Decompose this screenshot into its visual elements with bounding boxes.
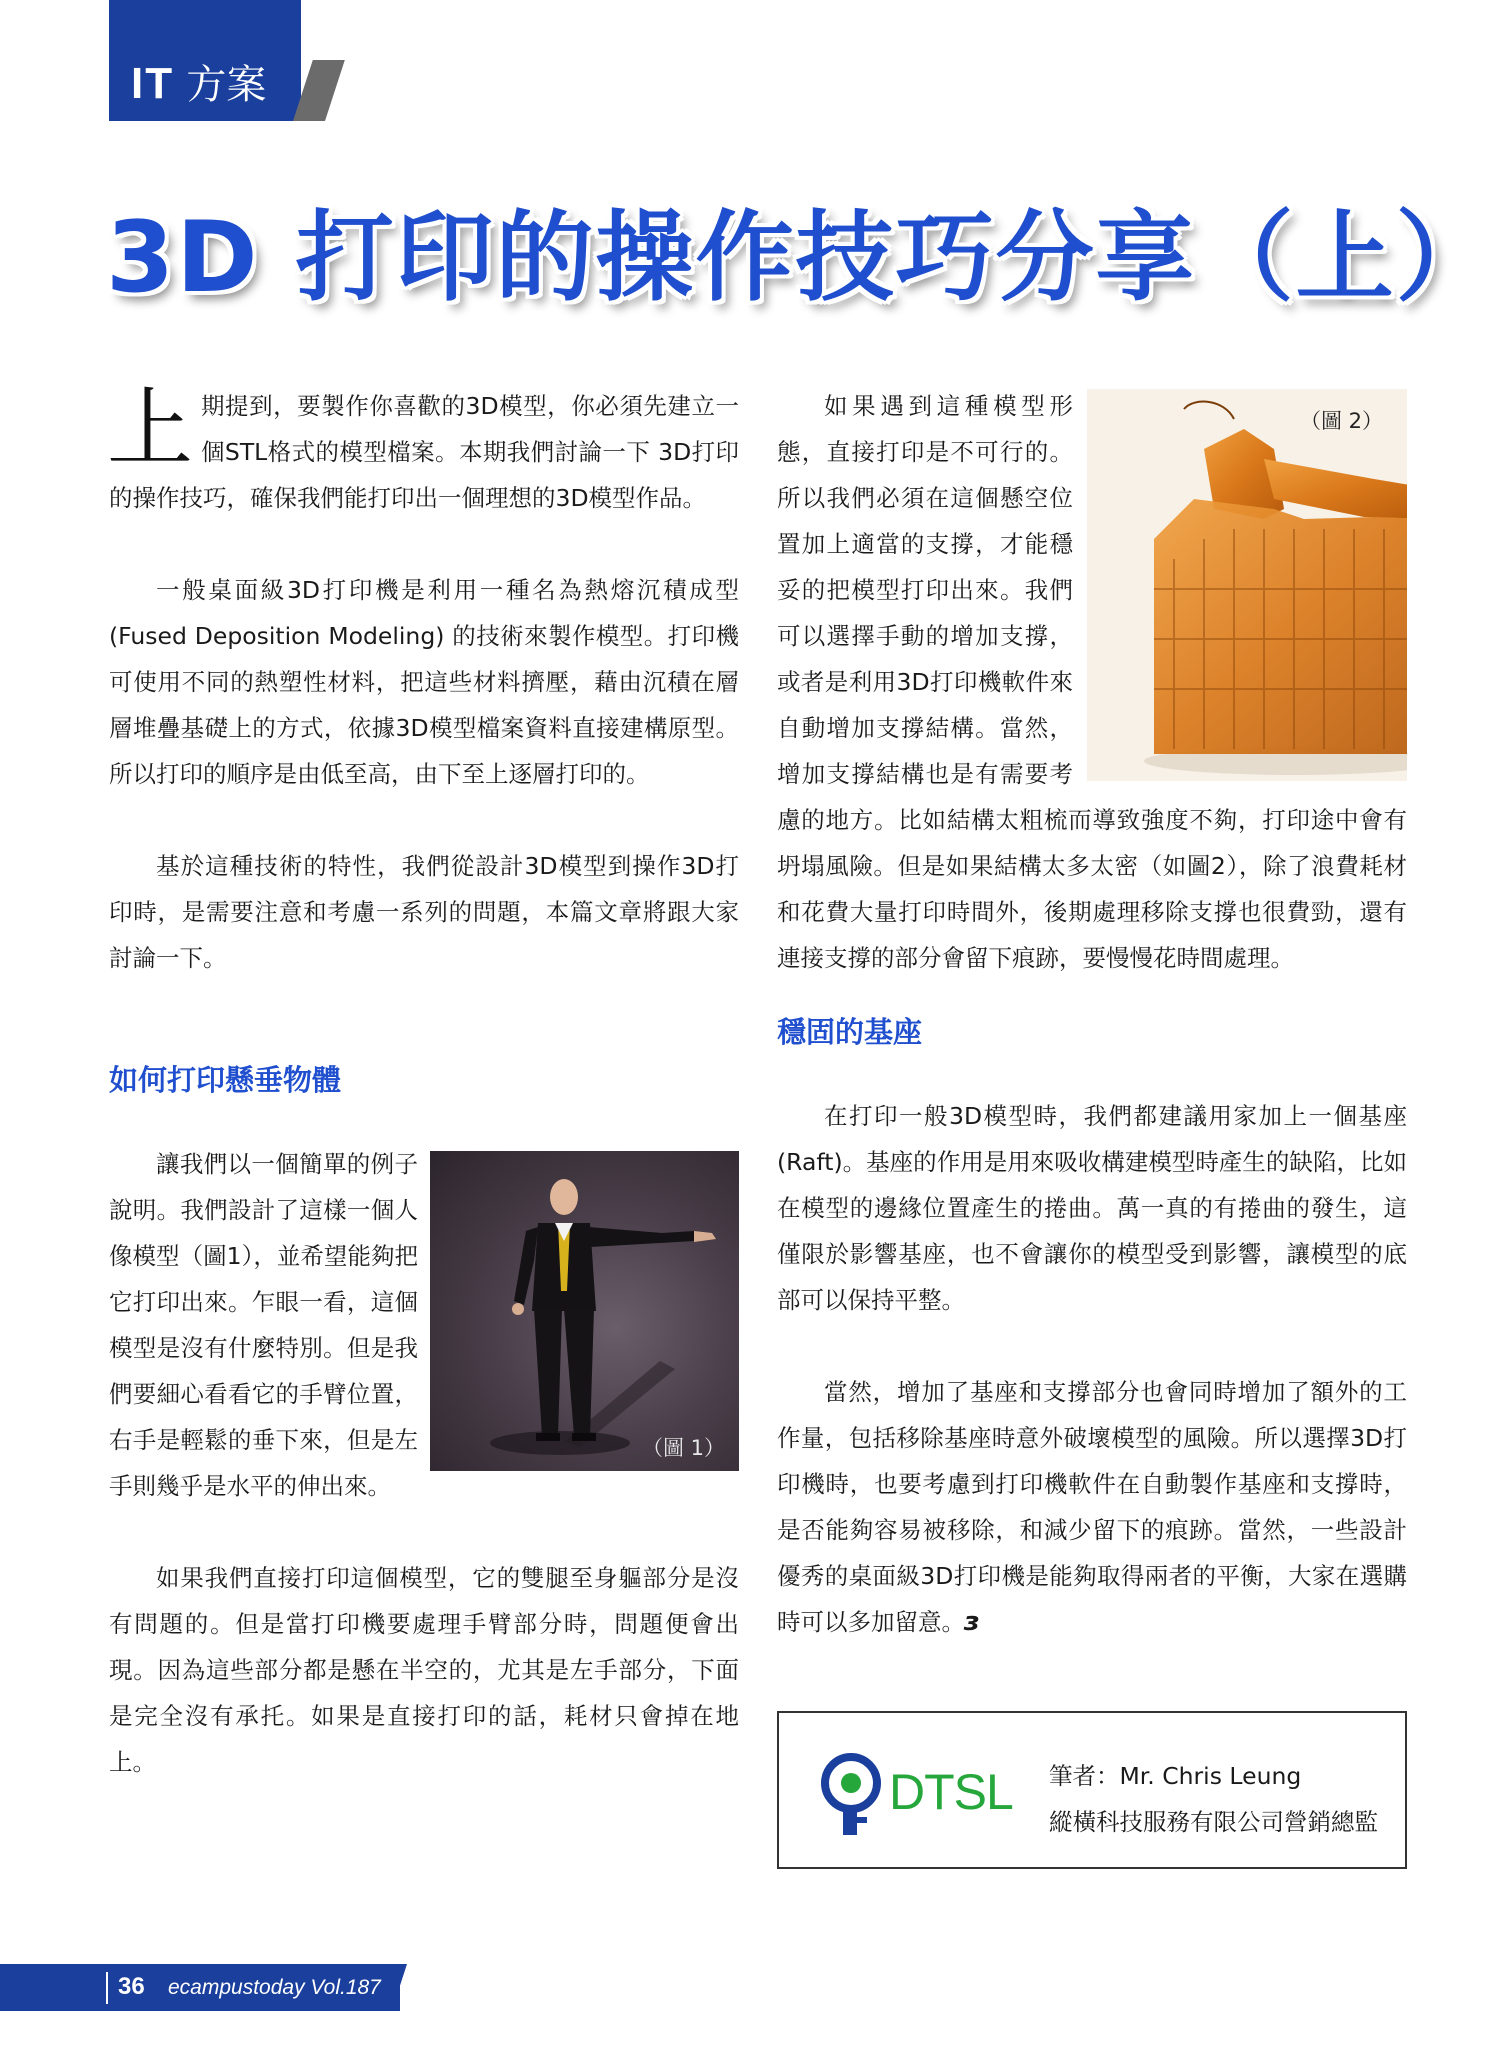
author-box [777, 1711, 1407, 1869]
paragraph-example: 讓我們以一個簡單的例子說明。我們設計了這樣一個人像模型（圖1），並希望能夠把它打印出來。乍眼一看，這個模型是沒有什麼特別。但是我們要細心看看它的手臂位置，右手是輕鬆的垂下來，但是左手則幾乎是水平的伸出來。 [109, 1150, 418, 1500]
right-column [777, 383, 1407, 1645]
paragraph-conclusion [777, 1369, 1407, 1645]
figure-2 [1087, 389, 1407, 781]
section-tab [109, 0, 301, 121]
footer-divider [106, 1972, 108, 2004]
paragraph-problem: 如果我們直接打印這個模型，它的雙腿至身軀部分是沒有問題的。但是當打印機要處理手臂部分時，問題便會出現。因為這些部分都是懸在半空的，尤其是左手部分，下面是完全沒有承托。如果是直接打印的話，耗材只會掉在地上。 [109, 1564, 739, 1776]
page-number: 36 [118, 1973, 145, 2000]
intro-text: 期提到，要製作你喜歡的3D模型，你必須先建立一個STL格式的模型檔案。本期我們討論一下 3D打印的操作技巧，確保我們能打印出一個理想的3D模型作品。 [109, 392, 739, 512]
page-title: 3D 打印的操作技巧分享（上） [106, 201, 1496, 315]
heading-overhang: 如何打印懸垂物體 [109, 1063, 342, 1097]
logo-text: DTSL [889, 1764, 1013, 1820]
section-prefix: IT [131, 59, 175, 108]
key-logo-icon [819, 1753, 889, 1843]
printed-model-with-supports-image [1134, 389, 1407, 781]
figure-2-caption: （圖 2） [1299, 409, 1383, 433]
intro-paragraph [107, 379, 739, 521]
left-column [107, 379, 739, 1785]
paragraph-supports [777, 383, 1407, 981]
figure-1 [430, 1151, 739, 1471]
drop-cap: 上 [107, 379, 193, 479]
paragraph-fdm: 一般桌面級3D打印機是利用一種名為熱熔沉積成型(Fused Deposition Modeling) 的技術來製作模型。打印機可使用不同的熱塑性材料，把這些材料擠壓，藉由沉積在層層堆疊基礎上的方式，依據3D模型檔案資料直接建構原型。所以打印的順序是由低至高，由下至上逐層打印的。 [109, 576, 739, 788]
end-mark-icon: ɜ [965, 1607, 980, 1637]
magazine-name: ecampustoday Vol.187 [168, 1976, 381, 1999]
human-model-image [430, 1151, 739, 1471]
author-name: 筆者：Mr. Chris Leung [1049, 1762, 1302, 1790]
heading-stable-base: 穩固的基座 [777, 1015, 923, 1049]
paragraph-intro-topic: 基於這種技術的特性，我們從設計3D模型到操作3D打印時，是需要注意和考慮一系列的問題，本篇文章將跟大家討論一下。 [109, 852, 739, 972]
author-title: 縱橫科技服務有限公司營銷總監 [1049, 1808, 1378, 1836]
supports-text: 如果遇到這種模型形態，直接打印是不可行的。所以我們必須在這個懸空位置加上適當的支撐，才能穩妥的把模型打印出來。我們可以選擇手動的增加支撐，或者是利用3D打印機軟件來自動增加支撐結構。當然，增加支撐結構也是有需要考慮的地方。比如結構太粗梳而導致強度不夠，打印途中會有坍塌風險。但是如果結構太多太密（如圖2），除了浪費耗材和花費大量打印時間外，後期處理移除支撐也很費勁，還有連接支撐的部分會留下痕跡，要慢慢花時間處理。 [777, 392, 1407, 972]
section-tab-text [131, 59, 267, 108]
dtsl-logo [819, 1753, 1013, 1843]
conclusion-text: 當然，增加了基座和支撐部分也會同時增加了額外的工作量，包括移除基座時意外破壞模型的風險。所以選擇3D打印機時，也要考慮到打印機軟件在自動製作基座和支撐時，是否能夠容易被移除，和減少留下的痕跡。當然，一些設計優秀的桌面級3D打印機是能夠取得兩者的平衡，大家在選購時可以多加留意。 [777, 1378, 1407, 1636]
section-label: 方案 [186, 62, 267, 108]
paragraph-raft: 在打印一般3D模型時，我們都建議用家加上一個基座(Raft)。基座的作用是用來吸收構建模型時產生的缺陷，比如在模型的邊緣位置產生的捲曲。萬一真的有捲曲的發生，這僅限於影響基座，也不會讓你的模型受到影響，讓模型的底部可以保持平整。 [777, 1102, 1407, 1314]
figure-1-caption: （圖 1） [641, 1436, 725, 1460]
